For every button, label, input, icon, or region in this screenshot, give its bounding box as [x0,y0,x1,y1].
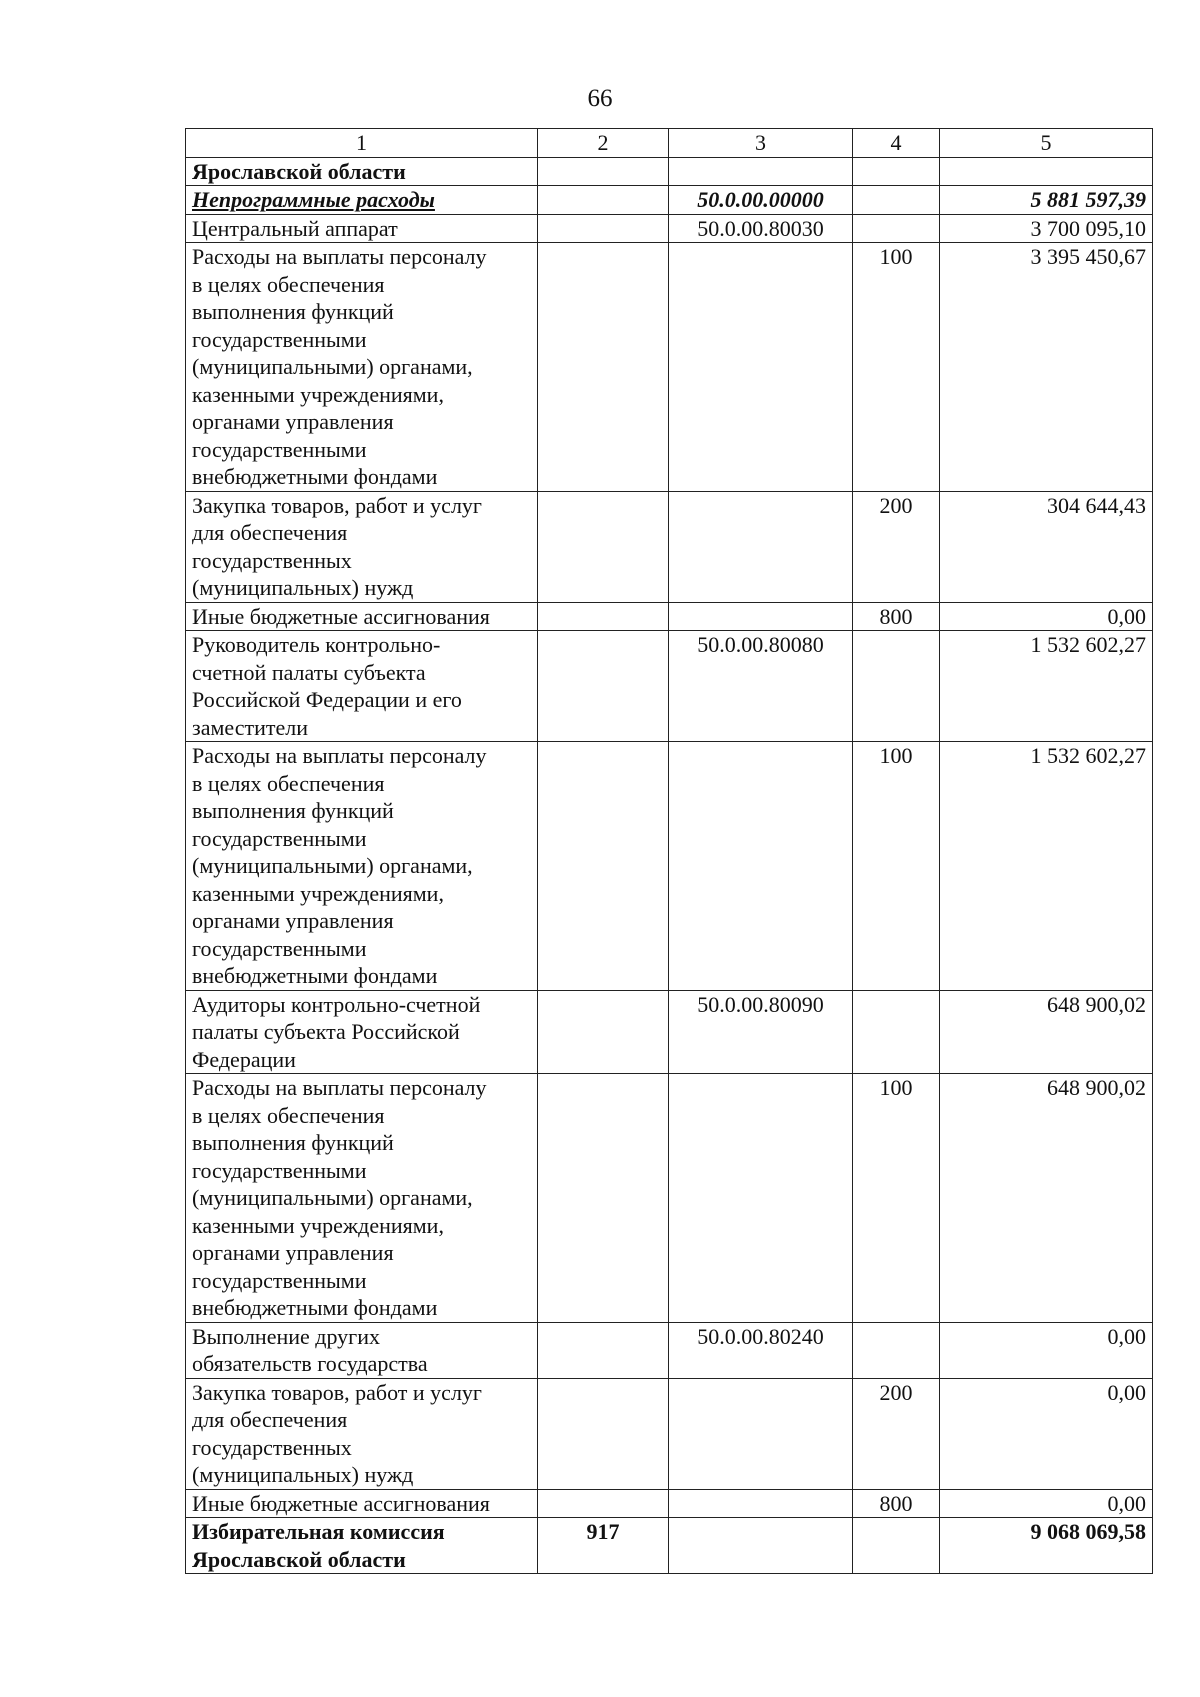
row-description [186,602,538,631]
description-line: государственными [192,436,367,462]
description-line: выполнения функций [192,1130,394,1155]
row-expense-type: 800 [853,602,940,631]
table-row [186,243,1153,492]
row-expense-type [853,157,940,186]
row-amount: 3 700 095,10 [940,214,1153,243]
description-line: Иные бюджетные ассигнования [192,1490,490,1516]
row-description [186,1489,538,1518]
description-line: в целях обеспечения [192,271,385,297]
row-target-article: 50.0.00.80080 [669,631,853,742]
description-line: Ярославской области [192,158,406,184]
row-department-code [538,1489,669,1518]
table-row [186,1489,1153,1518]
row-description [186,990,538,1074]
description-line: Иные бюджетные ассигнования [192,603,490,629]
description-line: в целях обеспечения [192,770,385,796]
row-department-code [538,243,669,492]
description-line: государственных [192,547,352,573]
row-target-article: 50.0.00.80240 [669,1322,853,1378]
description-line: государственными [192,825,367,851]
description-line: Центральный аппарат [192,215,398,241]
description-line: государственными [192,1267,367,1293]
description-line: выполнения функций [192,798,394,823]
row-amount: 304 644,43 [940,491,1153,602]
row-amount: 0,00 [940,1489,1153,1518]
row-department-code [538,990,669,1074]
row-expense-type: 800 [853,1489,940,1518]
header-row [186,129,1153,158]
description-line: Федерации [192,1046,296,1072]
description-line: Расходы на выплаты персоналу [192,1075,487,1100]
description-line: Выполнение других [192,1323,380,1349]
description-line: (муниципальных) нужд [192,1462,414,1487]
description-line: государственными [192,935,367,961]
header-col-5: 5 [940,129,1153,158]
description-line: (муниципальных) нужд [192,575,414,600]
row-description [186,1322,538,1378]
header-col-2: 2 [538,129,669,158]
table-row [186,186,1153,215]
description-line: Аудиторы контрольно-счетной [192,991,481,1017]
row-expense-type: 100 [853,742,940,991]
row-description [186,1378,538,1489]
table-row [186,742,1153,991]
description-line: внебюджетными фондами [192,963,438,988]
row-target-article [669,1074,853,1323]
row-department-code [538,491,669,602]
description-line: Руководитель контрольно- [192,632,441,657]
description-line: для обеспечения [192,520,348,545]
header-col-3: 3 [669,129,853,158]
description-line: Расходы на выплаты персоналу [192,244,487,269]
row-department-code [538,214,669,243]
row-target-article [669,157,853,186]
row-description [186,1518,538,1574]
description-line: внебюджетными фондами [192,464,438,489]
description-line: Расходы на выплаты персоналу [192,743,487,768]
table-row [186,1518,1153,1574]
row-target-article [669,1378,853,1489]
table-row [186,1074,1153,1323]
row-expense-type [853,186,940,215]
description-line: органами управления [192,1240,394,1265]
row-amount: 9 068 069,58 [940,1518,1153,1574]
table-row [186,491,1153,602]
description-line: выполнения функций [192,299,394,324]
row-target-article: 50.0.00.80090 [669,990,853,1074]
description-line: Закупка товаров, работ и услуг [192,1379,482,1405]
table-row [186,631,1153,742]
table-row [186,1322,1153,1378]
row-target-article [669,243,853,492]
row-target-article: 50.0.00.00000 [669,186,853,215]
description-line: палаты субъекта Российской [192,1019,460,1044]
row-expense-type [853,214,940,243]
row-department-code [538,742,669,991]
row-description [186,491,538,602]
row-target-article [669,491,853,602]
row-expense-type [853,1518,940,1574]
row-description [186,631,538,742]
table-row [186,1378,1153,1489]
description-line: Российской Федерации и его [192,687,462,712]
row-department-code [538,1322,669,1378]
row-department-code [538,157,669,186]
description-line: счетной палаты субъекта [192,659,426,685]
row-amount: 0,00 [940,602,1153,631]
description-line: Закупка товаров, работ и услуг [192,492,482,518]
description-line: казенными учреждениями, [192,1212,444,1238]
description-line: государственными [192,1157,367,1183]
row-amount: 648 900,02 [940,990,1153,1074]
description-line: обязательств государства [192,1351,428,1376]
row-description [186,186,538,215]
row-amount: 3 395 450,67 [940,243,1153,492]
table-row [186,990,1153,1074]
budget-table-body [186,129,1153,1574]
row-target-article [669,602,853,631]
row-amount: 0,00 [940,1378,1153,1489]
description-line: для обеспечения [192,1407,348,1432]
row-description [186,214,538,243]
row-amount [940,157,1153,186]
table-row [186,214,1153,243]
row-amount: 1 532 602,27 [940,631,1153,742]
description-line: органами управления [192,409,394,434]
row-department-code [538,631,669,742]
row-target-article: 50.0.00.80030 [669,214,853,243]
description-line: заместители [192,714,308,740]
description-line: казенными учреждениями, [192,880,444,906]
row-expense-type: 200 [853,491,940,602]
row-expense-type: 100 [853,243,940,492]
row-expense-type [853,1322,940,1378]
description-line: Избирательная комиссия [192,1519,445,1544]
row-description [186,1074,538,1323]
row-target-article [669,742,853,991]
description-line: Непрограммные расходы [192,187,435,212]
description-line: органами управления [192,908,394,933]
description-line: Ярославской области [192,1546,406,1572]
description-line: казенными учреждениями, [192,381,444,407]
row-amount: 1 532 602,27 [940,742,1153,991]
description-line: (муниципальными) органами, [192,1185,473,1210]
row-description [186,742,538,991]
table-row [186,157,1153,186]
description-line: государственных [192,1434,352,1460]
row-expense-type [853,990,940,1074]
row-target-article [669,1489,853,1518]
row-description [186,157,538,186]
page-number: 66 [587,85,613,112]
budget-table [185,128,1153,1574]
table-row [186,602,1153,631]
row-department-code [538,1074,669,1323]
row-expense-type: 200 [853,1378,940,1489]
description-line: государственными [192,326,367,352]
description-line: (муниципальными) органами, [192,853,473,878]
row-amount: 0,00 [940,1322,1153,1378]
row-expense-type: 100 [853,1074,940,1323]
row-description [186,243,538,492]
header-col-4: 4 [853,129,940,158]
row-department-code [538,1378,669,1489]
row-expense-type [853,631,940,742]
description-line: внебюджетными фондами [192,1295,438,1320]
row-amount: 648 900,02 [940,1074,1153,1323]
header-col-1: 1 [186,129,538,158]
description-line: в целях обеспечения [192,1102,385,1128]
row-target-article [669,1518,853,1574]
row-department-code [538,602,669,631]
row-department-code [538,186,669,215]
row-department-code: 917 [538,1518,669,1574]
description-line: (муниципальными) органами, [192,354,473,379]
row-amount: 5 881 597,39 [940,186,1153,215]
